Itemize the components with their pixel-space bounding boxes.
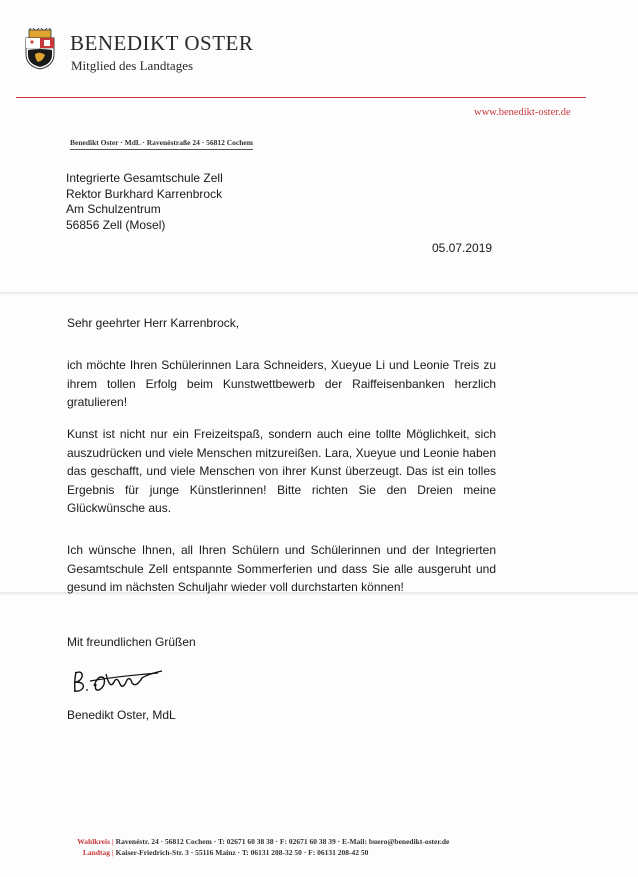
body-paragraph: ich möchte Ihren Schülerinnen Lara Schneiders, Xueyue Li und Leonie Treis zu ihrem tollen Erfolg beim Kunstwettbewerb der Raiffeisenbanken herzlich gratulieren! (67, 358, 496, 409)
sender-role: Mitglied des Landtages (71, 58, 194, 73)
recipient-line: Rektor Burkhard Karrenbrock (66, 186, 223, 201)
footer-row-wahlkreis: Wahlkreis | Ravenéstr. 24 · 56812 Cochem · T: 02671 60 38 38 · F: 02671 60 38 39 · E-Mail: buero@benedikt-oster.de (66, 836, 449, 847)
closing: Mit freundlichen Grüßen (67, 635, 196, 649)
body-paragraph: Ich wünsche Ihnen, all Ihren Schülern und Schülerinnen und der Integrierten Gesamtschule Zell entspannte Sommerferien und dass Sie alle ausgeruht und gesund im nächsten Schuljahr wieder voll durchstarten können! (67, 543, 496, 594)
crest-icon (23, 28, 57, 70)
recipient-line: Integrierte Gesamtschule Zell (66, 171, 223, 185)
footer-text-wahlkreis: Ravenéstr. 24 · 56812 Cochem · T: 02671 60 38 38 · F: 02671 60 38 39 · E-Mail: buero@benedikt-oster.de (115, 837, 450, 846)
website-link[interactable]: www.benedikt-oster.de (474, 107, 571, 118)
header-divider (16, 97, 586, 98)
recipient-address (66, 171, 223, 233)
return-address: Benedikt Oster · MdL · Ravenéstraße 24 · 56812 Cochem (70, 138, 253, 150)
salutation: Sehr geehrter Herr Karrenbrock, (67, 316, 240, 330)
footer-contact (66, 836, 449, 858)
footer-label-wahlkreis: Wahlkreis (77, 837, 110, 846)
signer-name: Benedikt Oster, MdL (67, 708, 176, 722)
signature-image (70, 664, 166, 696)
sender-name: BENEDIKT OSTER (70, 31, 254, 55)
recipient-line: 56856 Zell (Mosel) (66, 217, 166, 232)
body-paragraph: Kunst ist nicht nur ein Freizeitspaß, sondern auch eine tollte Möglichkeit, sich auszudrücken und viele Menschen mitzureißen. Lara, Xueyue und Leonie haben das geschafft, und viele Menschen von ihrer Kunst überzeugt. Das ist ein tolles Ergebnis für junge Künstlerinnen! Bitte richten Sie den Dreien meine Glückwünsche aus. (67, 427, 496, 515)
footer-label-landtag: Landtag (82, 848, 110, 857)
recipient-line: Am Schulzentrum (66, 202, 161, 216)
footer-text-landtag: Kaiser-Friedrich-Str. 3 · 55116 Mainz · T: 06131 208-32 50 · F: 06131 208-42 50 (115, 848, 369, 857)
letter-date: 05.07.2019 (432, 241, 493, 255)
footer-row-landtag: Landtag | Kaiser-Friedrich-Str. 3 · 55116 Mainz · T: 06131 208-32 50 · F: 06131 208-42 50 (66, 847, 449, 858)
paper-fold (0, 292, 638, 295)
